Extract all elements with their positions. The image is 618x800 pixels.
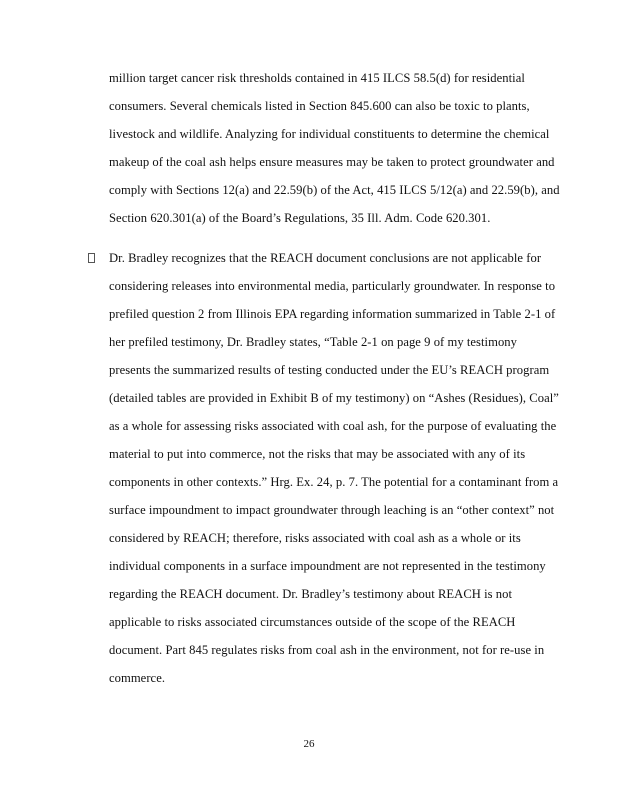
text-line: Section 620.301(a) of the Board’s Regulations, 35 Ill. Adm. Code 620.301. xyxy=(109,211,491,225)
text-line: prefiled question 2 from Illinois EPA regarding information summarized in Table 2-1 of xyxy=(109,307,556,321)
text-line: document. Part 845 regulates risks from coal ash in the environment, not for re-use in xyxy=(109,643,545,657)
text-line: regarding the REACH document. Dr. Bradley’s testimony about REACH is not xyxy=(109,587,513,601)
text-line: presents the summarized results of testing conducted under the EU’s REACH program xyxy=(109,363,550,377)
text-line: livestock and wildlife. Analyzing for individual constituents to determine the chemical xyxy=(109,127,550,141)
text-line: Dr. Bradley recognizes that the REACH document conclusions are not applicable for xyxy=(109,251,542,265)
text-line: comply with Sections 12(a) and 22.59(b) of the Act, 415 ILCS 5/12(a) and 22.59(b), and xyxy=(109,183,560,197)
text-line: million target cancer risk thresholds contained in 415 ILCS 58.5(d) for residential xyxy=(109,71,525,85)
text-line: considered by REACH; therefore, risks associated with coal ash as a whole or its xyxy=(109,531,521,545)
text-line: (detailed tables are provided in Exhibit B of my testimony) on “Ashes (Residues), Coal” xyxy=(109,391,559,405)
text-line: applicable to risks associated circumstances outside of the scope of the REACH xyxy=(109,615,516,629)
text-line: considering releases into environmental media, particularly groundwater. In response to xyxy=(109,279,556,293)
page-number: 26 xyxy=(303,738,315,750)
text-line: material to put into commerce, not the risks that may be associated with any of its xyxy=(109,447,526,461)
text-line: individual components in a surface impoundment are not represented in the testimony xyxy=(109,559,546,573)
text-line: her prefiled testimony, Dr. Bradley states, “Table 2-1 on page 9 of my testimony xyxy=(109,335,517,349)
text-line: components in other contexts.” Hrg. Ex. 24, p. 7. The potential for a contaminant from a xyxy=(109,475,559,489)
text-line: consumers. Several chemicals listed in Section 845.600 can also be toxic to plants, xyxy=(109,99,530,113)
bullet-glyph-icon xyxy=(88,253,95,263)
text-line: commerce. xyxy=(109,671,166,685)
text-line: surface impoundment to impact groundwater through leaching is an “other context” not xyxy=(109,503,555,517)
text-line: as a whole for assessing risks associated with coal ash, for the purpose of evaluating the xyxy=(109,419,557,433)
text-line: makeup of the coal ash helps ensure measures may be taken to protect groundwater and xyxy=(109,155,555,169)
